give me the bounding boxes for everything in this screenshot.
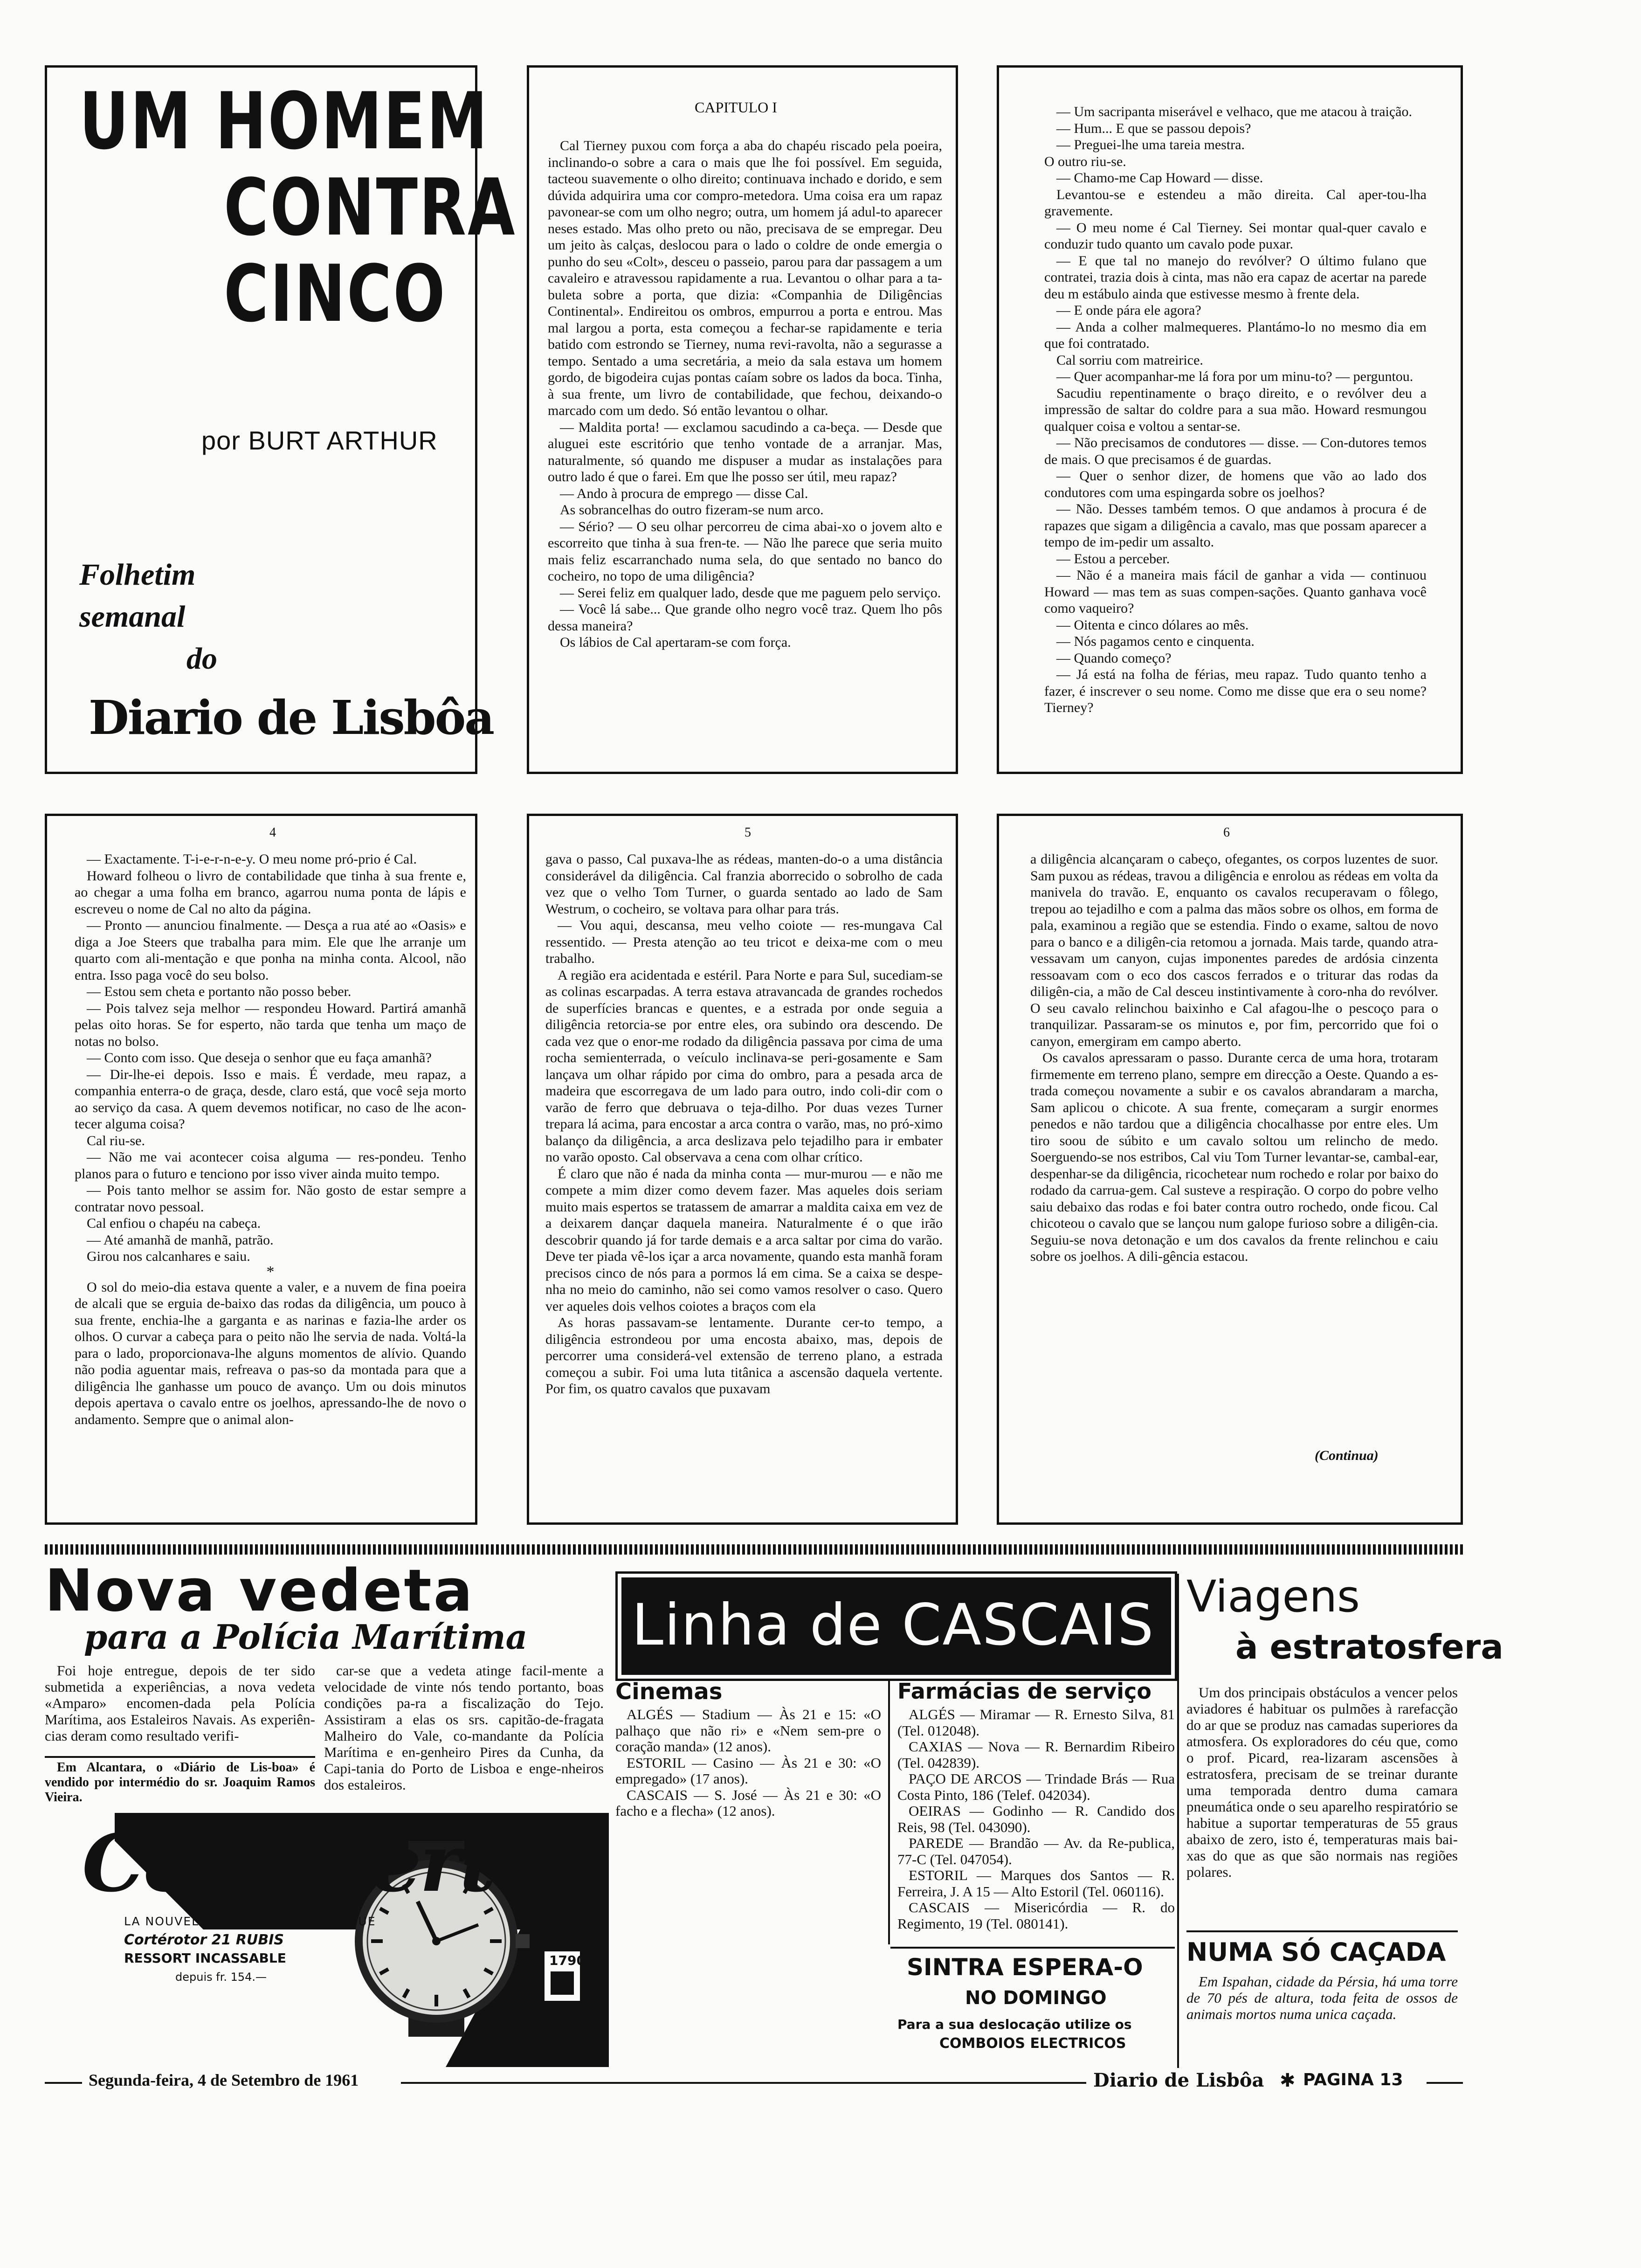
paragraph: Howard folheou o livro de contabilidade que tinha à sua frente e, ao chegar a uma folha em branco, agarrou numa ponta de lápis e escreveu o nome de Cal no alto da página.	[75, 868, 466, 917]
paper-logo: Diario de Lisbôa	[89, 690, 494, 745]
list-item: OEIRAS — Godinho — R. Candido dos Reis, 98 (Tel. 043090).	[897, 1803, 1175, 1835]
paragraph: — Maldita porta! — exclamou sacudindo a ca-beça. — Desde que aluguei este escritório que tenho vontade de a arranjar. Mas, naturalmente, só quando me dispuser a mudar as instalações para outro lado é que o farei. Em que lhe posso ser útil, meu rapaz?	[548, 419, 942, 484]
divider	[1186, 1930, 1458, 1932]
cortebert-price: depuis fr. 154.—	[175, 1971, 267, 1984]
paragraph: — Não. Desses também temos. O que andamos à procura é de rapazes que sigam a diligência a cavalo, mas que possam aparecer a tempo de im-pedir um assalto.	[1044, 501, 1427, 550]
paragraph: Sacudiu repentinamente o braço direito, e o revólver deu a impressão de saltar do coldre para a sua mão. Howard resmungou qualquer coisa e voltou a sentar-se.	[1044, 385, 1427, 434]
cortebert-line2: Cortérotor 21 RUBIS	[124, 1932, 284, 1948]
vedeta-headline: Nova vedeta	[45, 1557, 475, 1625]
cortebert-year: 1790	[549, 1953, 586, 1968]
paragraph: Levantou-se e estendeu a mão direita. Cal aper-tou-lha gravemente.	[1044, 187, 1427, 219]
cacada-title: NUMA SÓ CAÇADA	[1186, 1937, 1446, 1967]
sintra-text: Para a sua deslocação utilize os	[897, 2017, 1132, 2032]
paragraph: — Um sacripanta miserável e velhaco, que me atacou à traição.	[1056, 104, 1412, 119]
cinemas-title: Cinemas	[615, 1679, 723, 1705]
cortebert-brand: Cortébert	[82, 1817, 495, 1910]
divider	[1427, 2082, 1463, 2084]
feuilleton-label-line1: Folhetim	[79, 558, 196, 592]
divider	[45, 1544, 1463, 1555]
feuilleton-title-line2: CONTRA	[224, 162, 517, 253]
viagens-title1: Viagens	[1186, 1571, 1360, 1622]
paragraph: — O meu nome é Cal Tierney. Sei montar qual-quer cavalo e conduzir tudo quanto um cavalo pode puxar.	[1044, 220, 1427, 252]
divider	[1177, 1574, 1179, 2068]
chapter-heading: CAPITULO I	[695, 99, 777, 116]
paragraph: — Estou a perceber.	[1056, 551, 1170, 567]
viagens-text	[1186, 1684, 1458, 1880]
paragraph: Cal riu-se.	[87, 1133, 145, 1148]
paragraph: Em Ispahan, cidade da Pérsia, há uma torre de 70 pés de altura, toda feita de ossos de animais mortos numa unica caçada.	[1186, 1973, 1458, 2022]
pharmacies-title: Farmácias de serviço	[897, 1679, 1151, 1704]
page3-text	[1044, 104, 1427, 716]
page-number: 4	[269, 825, 276, 840]
paragraph: — Quando começo?	[1056, 650, 1172, 666]
divider	[45, 2082, 82, 2084]
paragraph: — Chamo-me Cap Howard — disse.	[1056, 170, 1263, 186]
alcantara-note	[45, 1760, 315, 1805]
page4-text	[75, 851, 466, 1428]
footer-star: ✱	[1280, 2070, 1296, 2091]
paragraph: — Não é a maneira mais fácil de ganhar a vida — continuou Howard — mas tem as suas compen-sações. Quanto ganhava você como vaqueiro?	[1044, 567, 1427, 616]
cacada-text	[1186, 1973, 1458, 2022]
paragraph: Cal sorriu com matreirice.	[1056, 352, 1203, 368]
list-item: CAXIAS — Nova — R. Bernardim Ribeiro (Tel. 042839).	[897, 1738, 1175, 1771]
list-item: CASCAIS — Misericórdia — R. do Regimento, 19 (Tel. 080141).	[897, 1899, 1175, 1932]
feuilleton-title-line3: CINCO	[224, 248, 447, 339]
section-star: *	[266, 1263, 275, 1280]
divider	[890, 1947, 1175, 1949]
paragraph: — Você lá sabe... Que grande olho negro você traz. Quem lho pôs dessa maneira?	[548, 602, 942, 634]
paragraph: — Exactamente. T-i-e-r-n-e-y. O meu nome pró-prio é Cal.	[87, 851, 417, 867]
viagens-title2: à estratosfera	[1235, 1627, 1503, 1666]
vedeta-subhead: para a Polícia Marítima	[84, 1617, 528, 1657]
paragraph: — Não me vai acontecer coisa alguma — res-pondeu. Tenho planos para o futuro e tenciono por isso viver ainda muito tempo.	[75, 1149, 466, 1182]
page6-text	[1030, 851, 1438, 1265]
footer-date: Segunda-feira, 4 de Setembro de 1961	[89, 2071, 359, 2089]
paragraph: car-se que a vedeta atinge facil-mente a velocidade de vinte nós tendo portanto, boas condições pa-ra a fiscalização do Tejo. Assistiram a elas os srs. capitão-de-fragata Malheiro do Vale, co-mandante da Polícia Marítima e en-genheiro Pires da Cunha, da Capi-tania do Porto de Lisboa e enge-nheiros dos estaleiros.	[324, 1662, 604, 1793]
footer-page: PAGINA 13	[1303, 2070, 1403, 2089]
paragraph: As sobrancelhas do outro fizeram-se num arco.	[560, 502, 824, 518]
page-number: 5	[745, 825, 751, 840]
paragraph: — Não precisamos de condutores — disse. — Con-dutores temos de mais. O que precisamos é de guardas.	[1044, 435, 1427, 467]
paragraph: O outro riu-se.	[1044, 153, 1126, 169]
paragraph: — Conto com isso. Que deseja o senhor que eu faça amanhã?	[87, 1050, 432, 1065]
chapter1-text	[548, 138, 942, 651]
divider	[401, 2082, 1086, 2084]
list-item: ALGÉS — Stadium — Às 21 e 15: «O palhaço que não ri» e «Nem sem-pre o coração manda» (12 anos).	[615, 1706, 881, 1755]
paragraph: Em Alcantara, o «Diário de Lis-boa» é vendido por intermédio do sr. Joaquim Ramos Vieira.	[45, 1760, 315, 1805]
paragraph: — Ando à procura de emprego — disse Cal.	[560, 485, 808, 501]
sintra-text-trains: COMBOIOS ELECTRICOS	[939, 2035, 1126, 2052]
list-item: ESTORIL — Marques dos Santos — R. Ferreira, J. A 15 — Alto Estoril (Tel. 060116).	[897, 1867, 1175, 1900]
page5-text	[545, 851, 943, 1397]
paragraph: — Preguei-lhe uma tareia mestra.	[1056, 137, 1245, 152]
paragraph: É claro que não é nada da minha conta — mur-murou — e não me compete a mim dizer como devem fazer. Mas aqueles dois seriam muito mais espertos se tratassem de amarrar a maldita caixa em vez de a deixarem dançar daquela maneira. Naturalmente é o que irão descobrir quando já for tarde demais e a arca saltar por cima do varão. Deve ter piada vê-los içar a arca novamente, quando esta manhã foram precisos cinco de nós para a pormos lá em cima. Se a caixa se despe-nha no meio do caminho, não sei como vamos resolver o caso. Quero ver aqueles dois velhos coiotes a braços com ela	[545, 1166, 943, 1314]
paragraph: — E que tal no manejo do revólver? O último fulano que contratei, trazia dois à cinta, mas não era capaz de acertar na parede deu m estábulo ainda que estivesse mesmo à frente dela.	[1044, 253, 1427, 302]
list-item: PAÇO DE ARCOS — Trindade Brás — Rua Costa Pinto, 186 (Telef. 042034).	[897, 1770, 1175, 1803]
paragraph: — Hum... E que se passou depois?	[1056, 120, 1251, 136]
paragraph: gava o passo, Cal puxava-lhe as rédeas, manten-do-o a uma distância considerável da diligência. Cal franzia aborrecido o sobrolho de cada vez que o velho Tom Turner, o guarda sentado ao lado de Sam Westrum, o cocheiro, se voltava para olhar para trás.	[545, 851, 943, 917]
cortebert-ad	[45, 1813, 609, 2067]
paragraph: — Pois tanto melhor se assim for. Não gosto de estar sempre a contratar novo pessoal.	[75, 1182, 466, 1215]
paragraph: — Até amanhã de manhã, patrão.	[87, 1232, 274, 1248]
cascais-banner-title: Linha de CASCAIS	[632, 1592, 1155, 1658]
paragraph: — Pronto — anunciou finalmente. — Desça a rua até ao «Oasis» e diga a Joe Steers que trabalha para mim. Ele que lhe arranje um quarto com ali-mentação e que ponha na minha conta. Alcool, não entra. Isso paga você do seu bolso.	[75, 918, 466, 983]
paragraph: Girou nos calcanhares e saiu.	[87, 1249, 250, 1264]
paragraph: — Anda a colher malmequeres. Plantámo-lo no mesmo dia em que foi contratado.	[1044, 319, 1427, 351]
vedeta-text-left	[45, 1662, 315, 1744]
paragraph: — Nós pagamos cento e cinquenta.	[1056, 634, 1255, 649]
page-number: 6	[1223, 825, 1230, 840]
feuilleton-title-line1: UM HOMEM	[79, 76, 489, 167]
divider	[45, 1756, 315, 1758]
paragraph: O sol do meio-dia estava quente a valer, e a nuvem de fina poeira de alcali que se erguia de-baixo das rodas da diligência, um pouco à sua frente, enchia-lhe a garganta e as narinas e fazia-lhe arder os olhos. O curvar a cabeça para o peito não lhe servia de nada. Voltá-la para o lado, proporcionava-lhe alguns momentos de alívio. Quando não podia aguentar mais, refreava o pas-so da montada para que a diligência lhe ganhasse um pouco de avanço. Um ou dois minutos depois apertava o cavalo entre os joelhos, apressando-lhe de novo o andamento. Sempre que o animal alon-	[75, 1279, 466, 1427]
paragraph: As horas passavam-se lentamente. Durante cer-to tempo, a diligência estrondeou por uma encosta abaixo, mas, depois de percorrer uma considerá-vel extensão de terreno plano, a estrada começou a subir. Foi uma luta titânica a ascensão daquela vertente. Por fim, os quatro cavalos que puxavam	[545, 1315, 943, 1397]
cortebert-line3: RESSORT INCASSABLE	[124, 1950, 286, 1966]
feuilleton-label-line2: semanal	[79, 600, 186, 634]
paragraph: Um dos principais obstáculos a vencer pelos aviadores é habituar os pulmões à rarefacção do ar que se produz nas camadas superiores da atmosfera. Os exploradores do céu que, como o prof. Picard, rea-lizaram ascensões à estratosfera, precisam de se treinar durante uma temporada dentro duma camara pneumática onde o seu aparelho respiratório se habitue a suportar temperaturas de 55 graus abaixo de zero, isto é, temperaturas mais bai-xas do que as que são normais nas regiões polares.	[1186, 1684, 1458, 1880]
paragraph: — Sério? — O seu olhar percorreu de cima abai-xo o jovem alto e escorreito que tinha à sua fren-te. — Não lhe parece que seria muito mais feliz escarranchado numa sela, do que sentado no banco do cocheiro, no topo de uma diligência?	[548, 519, 942, 584]
list-item: ESTORIL — Casino — Às 21 e 30: «O empregado» (17 anos).	[615, 1754, 881, 1787]
paragraph: A região era acidentada e estéril. Para Norte e para Sul, sucediam-se as colinas escarpadas. A terra estava atravancada de grandes rochedos de superfícies brancas e quentes, e a estrada por onde seguia a diligência retorcia-se por entre eles, ora subindo ora descendo. De cada vez que o enor-me rodado da diligência passava por cima de uma rocha semienterrada, o veículo inclinava-se peri-gosamente e Sam lançava um olhar rápido por cima do ombro, para a pesada arca de madeira que escorregava de um lado para outro, indo coli-dir com o varão de ferro que debruava o teja-dilho. Por duas vezes Turner trepara lá acima, para encostar a arca contra o varão, mas, no pró-ximo balanço da diligência, a arca deslizava pelo tejadilho para ir embater no varão oposto. Cal observava a cena com olhar crítico.	[545, 967, 943, 1165]
paragraph: — E onde pára ele agora?	[1056, 303, 1201, 318]
pharmacies-list	[897, 1707, 1175, 1932]
paragraph: Os lábios de Cal apertaram-se com força.	[560, 635, 791, 650]
list-item: CASCAIS — S. José — Às 21 e 30: «O facho e a flecha» (12 anos).	[615, 1786, 881, 1819]
paragraph: — Pois talvez seja melhor — respondeu Howard. Partirá amanhã pelas oito horas. Se for esperto, não tarda que tenha um maço de notas no bolso.	[75, 1000, 466, 1049]
paragraph: Cal Tierney puxou com força a aba do chapéu riscado pela poeira, inclinando-o sobre a cara o mais que lhe foi possível. Em seguida, tacteou suavemente o olho direito; continuava inchado e dorido, e sem dúvida adquirira uma cor compro-metedora. Uma coisa era um rapaz pavonear-se com um olho negro; outra, um homem já adul-to aparecer neses estado. Mas olho preto ou não, precisava de se empregar. Deu um jeito às calças, deslocou para o lado o coldre de onde emergia o punho do seu «Colt», desceu o passeio, parou para dar passagem a um cavaleiro e atravessou rapidamente a rua. Levantou o olhar para a ta-buleta sobre a porta, que dizia: «Companhia de Diligências Continental». Endireitou os ombros, empurrou a porta e entrou. Mas mal largou a porta, esta começou a fechar-se rapidamente e teria batido com estrondo se Tierney, numa revi-ravolta, não a segurasse a tempo. Sentado a uma secretária, a meio da sala estava um homem gordo, de bigodeira cujas pontas caíam sobre os lados da boca. Tinha, à sua frente, um livro de contabilidade, que fechou, deixando-o marcado com um dedo. Só então levantou o olhar.	[548, 138, 942, 418]
cinemas-list	[615, 1707, 881, 1819]
vedeta-text-right	[324, 1662, 604, 1793]
continua-note: (Continua)	[1315, 1448, 1379, 1463]
cortebert-line1: LA NOUVELLE MONTRE AUTOMATIQUE	[124, 1915, 376, 1928]
paragraph: — Serei feliz em qualquer lado, desde que me paguem pelo serviço.	[560, 585, 941, 601]
paragraph: a diligência alcançaram o cabeço, ofegantes, os corpos luzentes de suor. Sam puxou as rédeas, travou a diligência e enrolou as rédeas em volta da manivela do travão. E, enquanto os cavalos recuperavam o fôlego, trepou ao tejadilho e com a palma das mãos sobre os olhos, em forma de pala, examinou a região que se estendia. Findo o exame, saltou de novo para o banco e a diligên-cia retomou a jornada. Mais tarde, quando atra-vessavam um canyon, cujas imponentes paredes de ardósia cinzenta ressoavam com o eco dos cascos ferrados e o triturar das rodas da diligên-cia, a mão de Cal desceu instintivamente à coro-nha do revólver. O seu cavalo relinchou baixinho e Cal afagou-lhe o pescoço para o tranquilizar. Passaram-se os minutos e, por fim, percorrido que foi o canyon, emergiram em campo aberto.	[1030, 851, 1438, 1049]
paragraph: — Oitenta e cinco dólares ao mês.	[1056, 617, 1249, 633]
paragraph: Os cavalos apressaram o passo. Durante cerca de uma hora, trotaram firmemente em terreno plano, sempre em direcção a Oeste. Quando a es-trada começou novamente a subir e os cavalos abrandaram a marcha, Sam aplicou o chicote. A sua frente, começaram a surgir enormes penedos e não tardou que a diligência chocalhasse por entre eles. Um tiro soou de súbito e um cavalo soltou um relincho de medo. Soerguendo-se nos estribos, Cal viu Tom Turner levantar-se, cambal-ear, despenhar-se da diligência, ricochetear num rochedo e rolar por baixo do rodado da carrua-gem. Cal susteve a respiração. O corpo do pobre velho saiu debaixo das rodas e foi bater contra outro rochedo, onde ficou. Cal chicoteou o cavalo que se lançou num galope furioso sobre a diligên-cia. Seguiu-se nova detonação e um dos cavalos da frente relinchou e caiu sobre os joelhos. A dili-gência estacou.	[1030, 1050, 1438, 1264]
footer-paper: Diario de Lisbôa	[1093, 2069, 1264, 2091]
sintra-subtitle: NO DOMINGO	[965, 1987, 1107, 2009]
feuilleton-author: por BURT ARTHUR	[201, 426, 438, 455]
paragraph: Cal enfiou o chapéu na cabeça.	[87, 1216, 261, 1231]
paragraph: — Dir-lhe-ei depois. Isso e mais. É verdade, meu rapaz, a companhia enterra-o de graça, desde, claro está, que você seja morto ao serviço da casa. A quem devemos notificar, no caso de lhe acon-tecer alguma coisa?	[75, 1066, 466, 1132]
paragraph: — Quer o senhor dizer, de homens que vão ao lado dos condutores com uma espingarda sobre os joelhos?	[1044, 468, 1427, 500]
paragraph: — Quer acompanhar-me lá fora por um minu-to? — perguntou.	[1056, 369, 1413, 384]
paragraph: — Estou sem cheta e portanto não posso beber.	[87, 984, 352, 999]
divider	[888, 1679, 890, 1944]
list-item: PAREDE — Brandão — Av. da Re-publica, 77-C (Tel. 047054).	[897, 1835, 1175, 1867]
sintra-title: SINTRA ESPERA-O	[907, 1954, 1143, 1981]
paragraph: Foi hoje entregue, depois de ter sido submetida a experiências, a nova vedeta «Amparo» encomen-dada pela Polícia Marítima, aos Estaleiros Navais. As experiên-cias deram como resultado verifi-	[45, 1662, 315, 1744]
paragraph: — Vou aqui, descansa, meu velho coiote — res-mungava Cal ressentido. — Presta atenção ao teu tricot e deixa-me com o meu trabalho.	[545, 918, 943, 966]
feuilleton-label-line3: do	[186, 642, 217, 676]
list-item: ALGÉS — Miramar — R. Ernesto Silva, 81 (Tel. 012048).	[897, 1706, 1175, 1739]
paragraph: — Já está na folha de férias, meu rapaz. Tudo quanto tenho a fazer, é inscrever o seu nome. Como me disse que era o seu nome? Tierney?	[1044, 667, 1427, 715]
